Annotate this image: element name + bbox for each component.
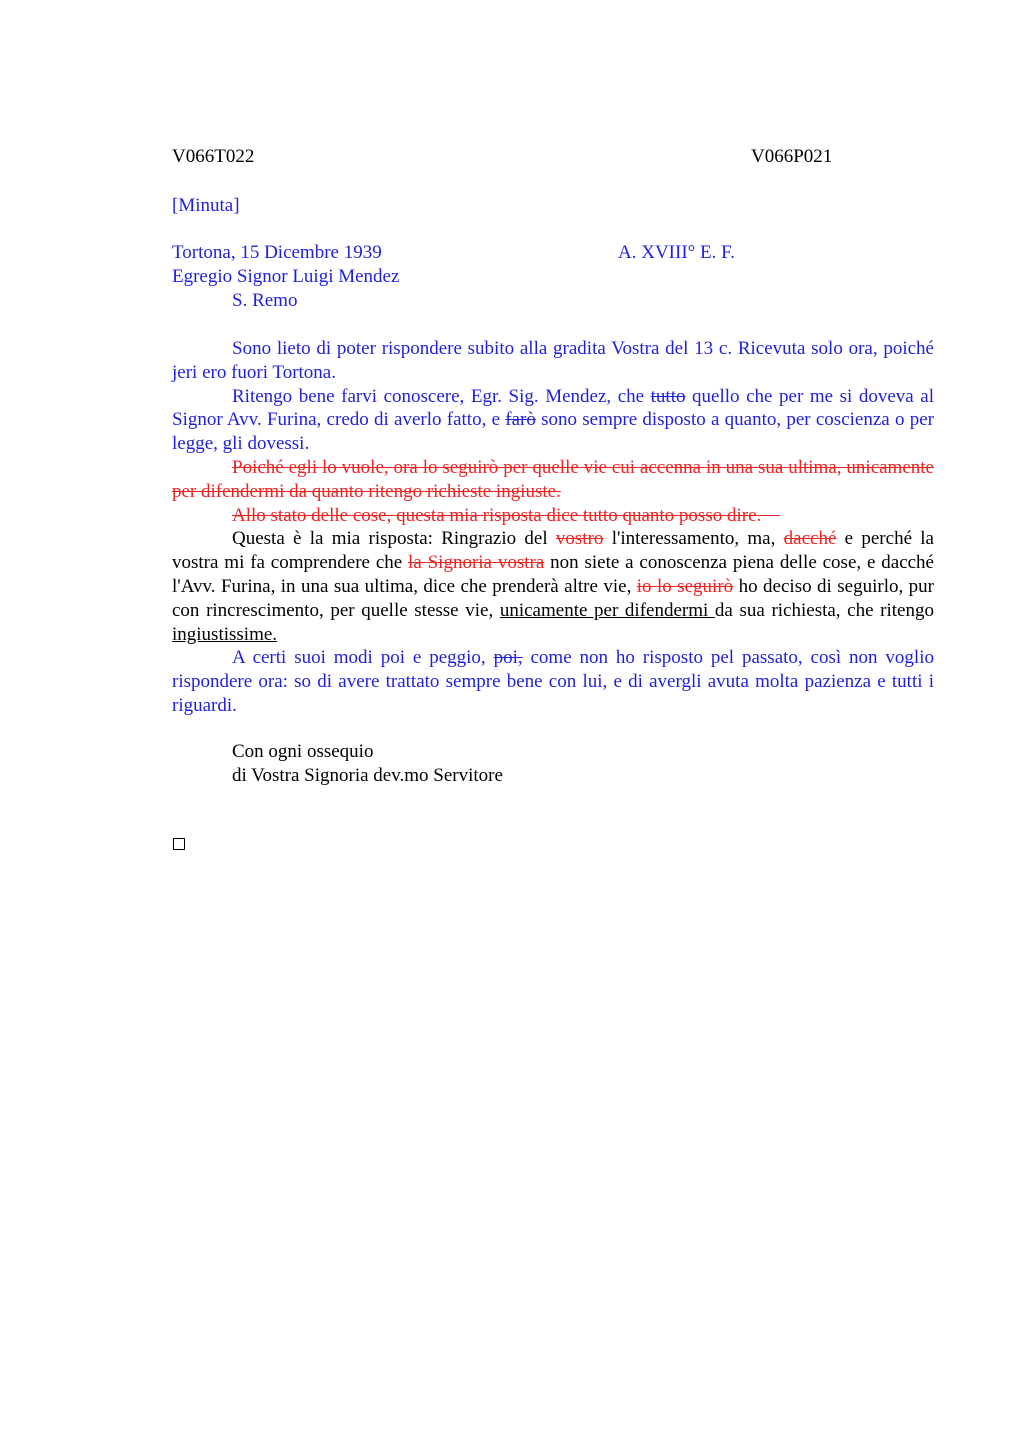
paragraph-6 (172, 646, 934, 717)
fascist-era-date: A. XVIII° E. F. (618, 242, 735, 263)
paragraph-1 (172, 337, 934, 385)
underlined-word: ingiustissime. (172, 623, 278, 645)
deleted-phrase: io lo seguirò (636, 575, 734, 597)
paragraph-3-text: Poiché egli lo vuole, ora lo seguirò per quelle vie cui accenna in una sua ultima, unicamente per difendermi da quanto ritengo richieste ingiuste. (172, 456, 934, 502)
paragraph-5 (172, 527, 934, 646)
minuta-label: [Minuta] (172, 195, 240, 216)
paragraph-1-text: Sono lieto di poter rispondere subito alla gradita Vostra del 13 c. Ricevuta solo ora, poiché jeri ero fuori Tortona. (172, 338, 934, 383)
place-date: Tortona, 15 Dicembre 1939 (172, 242, 382, 263)
closing-line-1: Con ogni ossequio (232, 741, 374, 762)
document-code-right: V066P021 (751, 146, 833, 167)
paragraph-6-text-b: come non ho risposto pel passato, così non voglio rispondere ora: so di avere trattato sempre bene con lui, e di avergli avuta molta pazienza e tutti i riguardi. (172, 647, 934, 716)
letter-body (172, 337, 934, 718)
document-code-left: V066T022 (172, 146, 255, 167)
deleted-word: farò (505, 409, 536, 431)
paragraph-4-deleted (172, 504, 934, 528)
paragraph-4-text: Allo stato delle cose, questa mia risposta dice tutto quanto posso dire. (232, 504, 762, 526)
paragraph-2-text-c: sono sempre disposto a quanto, per coscienza o per legge, gli dovessi. (172, 409, 934, 455)
paragraph-5-text-e: ho deciso di seguirlo, pur con rincrescimento, per quelle stesse vie, (172, 575, 934, 621)
paragraph-5-text-a: Questa è la mia risposta: Ringrazio del (232, 528, 556, 550)
deleted-word: dacché (783, 528, 837, 550)
recipient-city: S. Remo (232, 290, 298, 311)
paragraph-5-text-d: non siete a conoscenza piena delle cose, e dacché l'Avv. Furina, in una sua ultima, dice che prenderà altre vie, (172, 552, 934, 597)
paragraph-5-text-b: l'interessamento, ma, (603, 528, 784, 550)
paragraph-5-text-c: e perché la vostra mi fa comprendere che (172, 528, 934, 574)
paragraph-2-text-a: Ritengo bene farvi conoscere, Egr. Sig. Mendez, che (232, 385, 651, 407)
paragraph-2-text-b: quello che per me si doveva al Signor Avv. Furina, credo di averlo fatto, e (172, 385, 934, 431)
underlined-phrase: unicamente per difendermi (499, 599, 715, 621)
deleted-word: tutto (650, 385, 686, 407)
deleted-word: poi, (493, 647, 523, 669)
closing-line-2: di Vostra Signoria dev.mo Servitore (232, 765, 503, 786)
recipient-name: Egregio Signor Luigi Mendez (172, 266, 400, 287)
paragraph-2 (172, 385, 934, 456)
paragraph-5-text-f: da sua richiesta, che ritengo (714, 599, 934, 621)
paragraph-3-deleted (172, 456, 934, 504)
deleted-phrase: la Signoria vostra (408, 552, 545, 574)
deleted-word: vostro (555, 528, 604, 550)
paragraph-6-text-a: A certi suoi modi poi e peggio, (232, 647, 494, 669)
checkbox-square-icon (173, 838, 185, 850)
